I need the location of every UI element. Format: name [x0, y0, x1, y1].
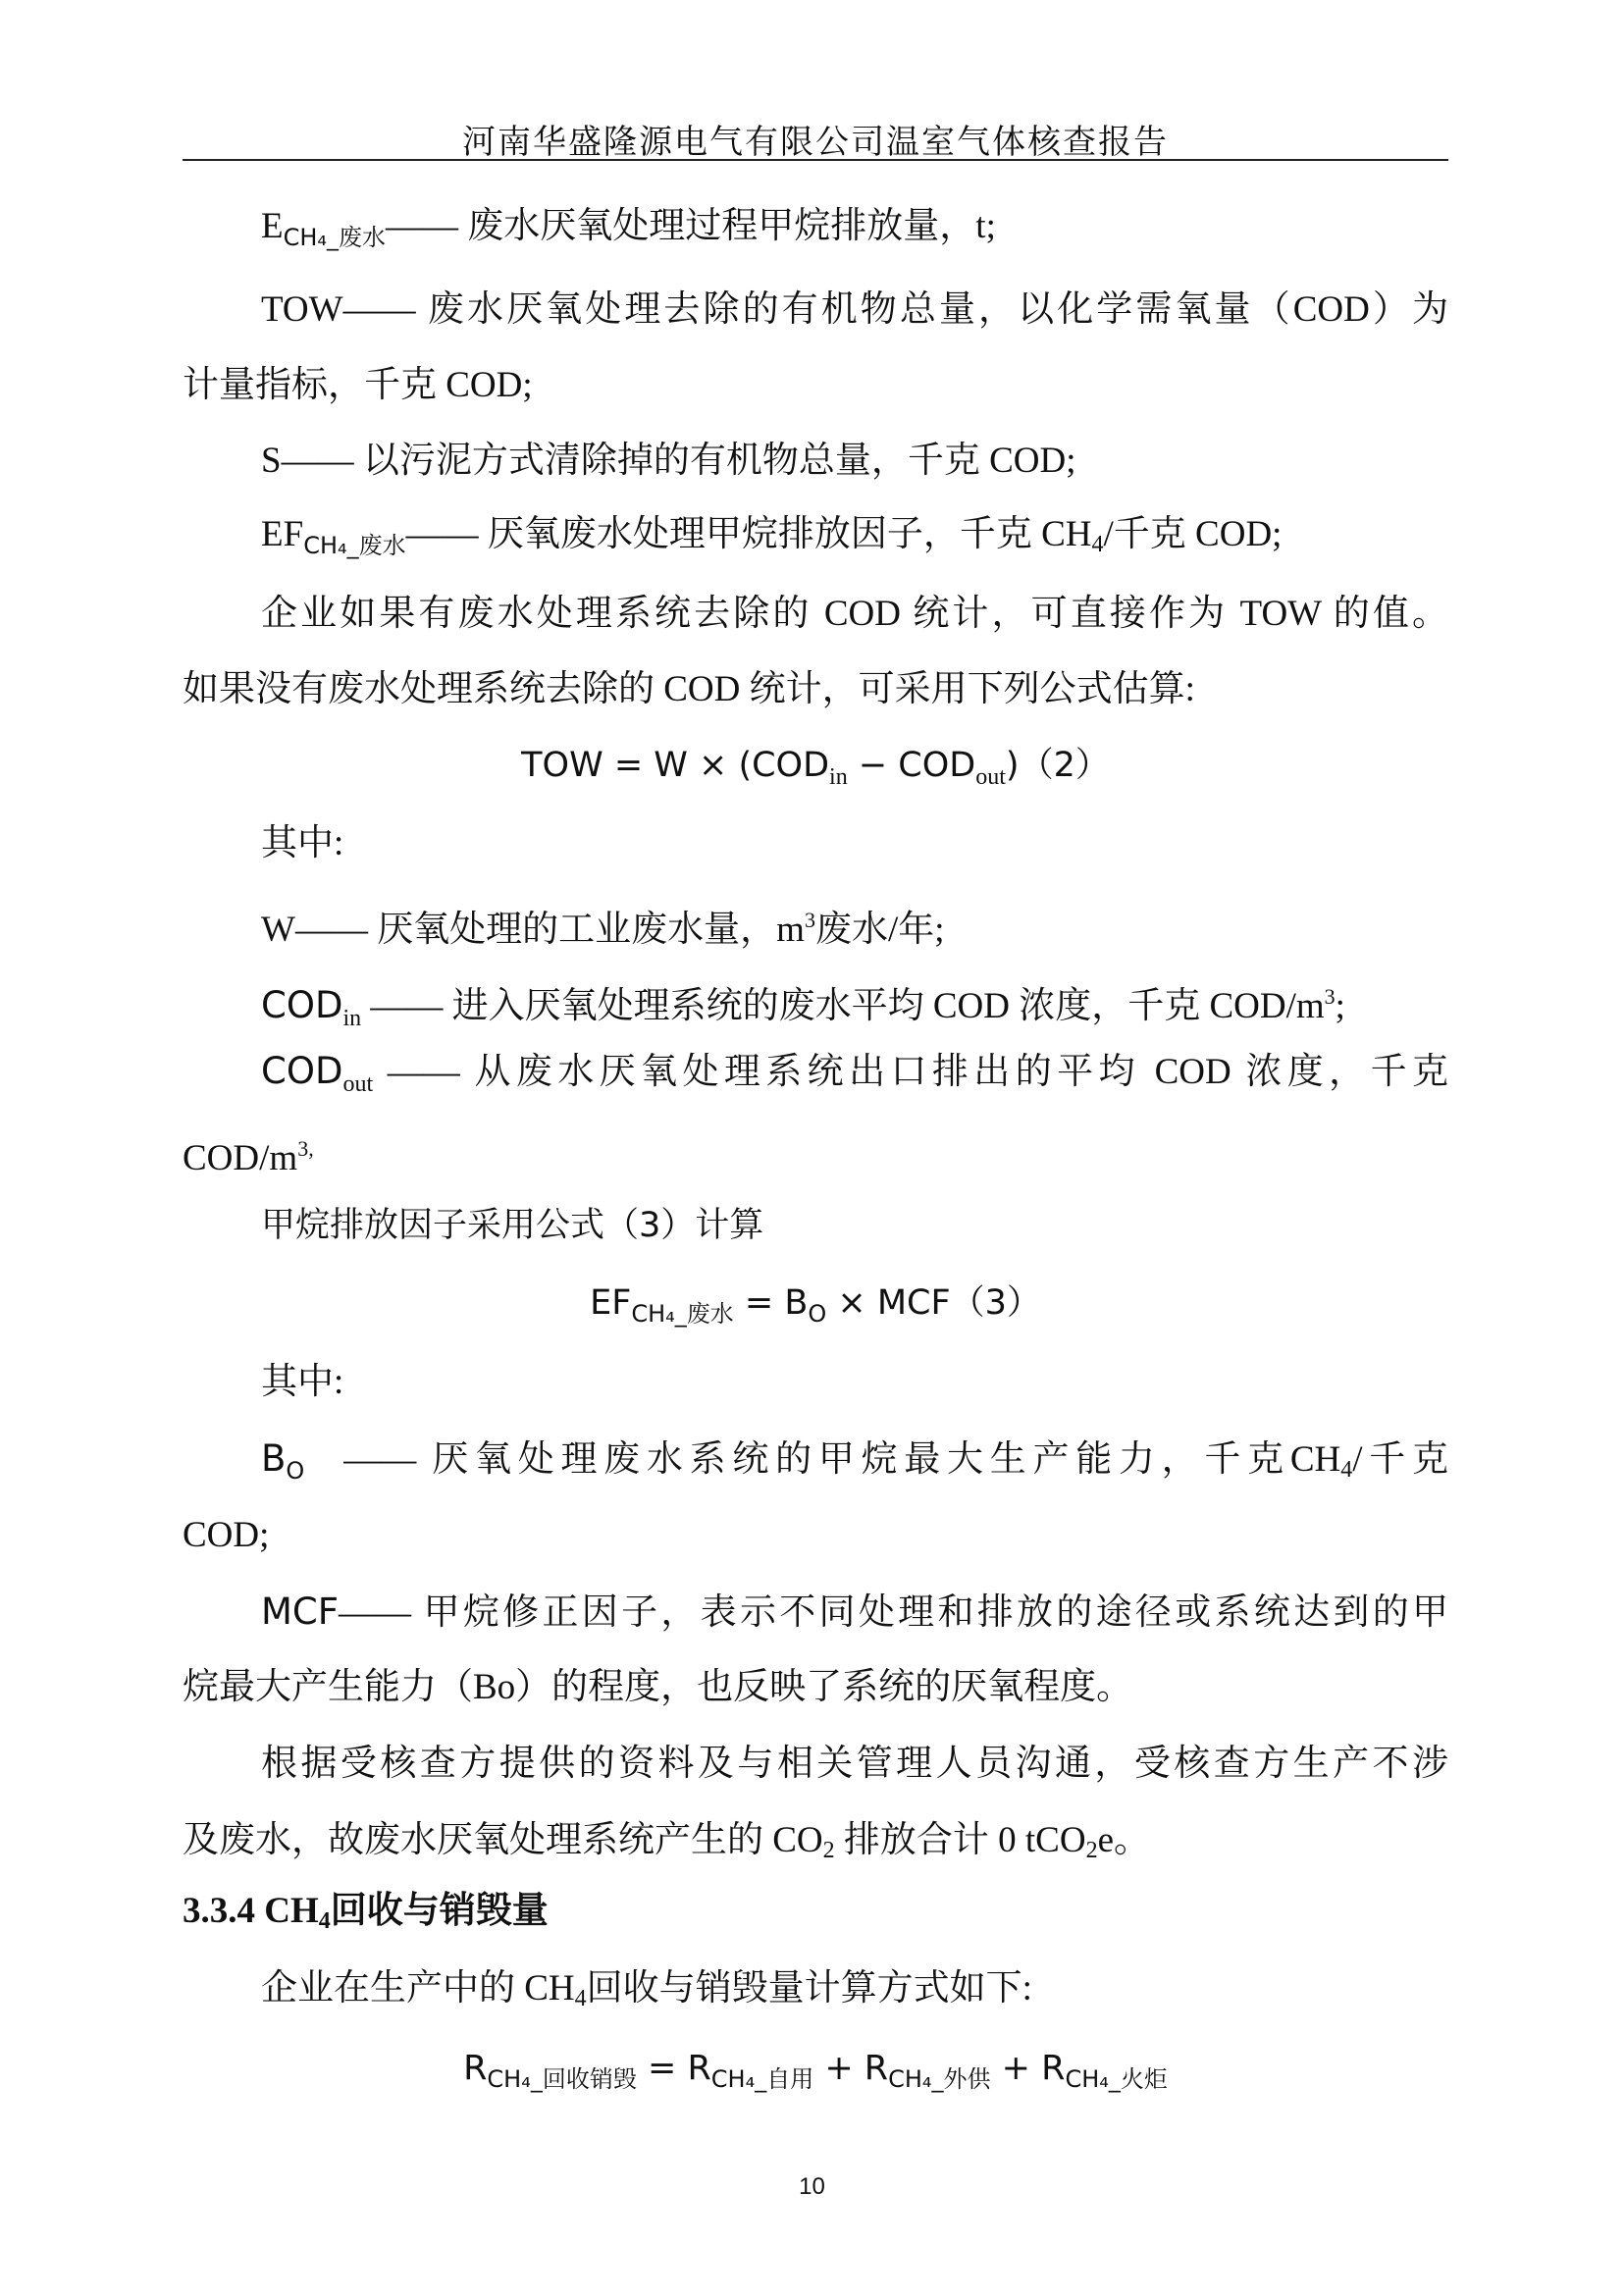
section-number: 3.3.4 [183, 1891, 255, 1931]
definition-text: 厌氧废水处理甲烷排放因子，千克 CH [478, 514, 1092, 554]
formula-close: ) [1005, 746, 1020, 785]
formula-number: （3） [950, 1283, 1041, 1323]
b-subscript: O [808, 1300, 827, 1328]
dash: —— [386, 206, 459, 246]
term-r: R [1041, 2049, 1066, 2088]
section-subscript: 4 [318, 1908, 331, 1934]
symbol: MCF [261, 1591, 340, 1633]
page-number: 10 [799, 2173, 825, 2200]
plus: + [813, 2049, 864, 2088]
superscript: 3 [804, 908, 815, 932]
definition-text-tail: /千克 COD; [1103, 514, 1283, 554]
def-w [183, 883, 1448, 967]
formula-3 [183, 1266, 1448, 1351]
where-label-2: 其中: [261, 1362, 344, 1402]
def-bo-line2: COD; [183, 1515, 270, 1555]
plus: + [990, 2049, 1042, 2088]
conclusion-line1: 根据受核查方提供的资料及与相关管理人员沟通，受核查方生产不涉 [261, 1744, 1448, 1784]
dash: —— [281, 441, 354, 481]
def-bo-line1 [183, 1422, 1448, 1508]
section-symbol: CH [264, 1891, 319, 1931]
term-subscript: CH₄_火炬 [1065, 2065, 1168, 2093]
para-cod-stat-line2: 如果没有废水处理系统去除的 COD 统计，可采用下列公式估算: [183, 669, 1195, 709]
formula-2 [183, 728, 1448, 814]
dash: —— [339, 1592, 412, 1633]
dash: —— [387, 1052, 460, 1092]
definition-text: 废水厌氧处理过程甲烷排放量，t; [458, 206, 996, 246]
symbol: COD [261, 984, 343, 1026]
header-divider [183, 159, 1448, 161]
ch4-subscript: 4 [574, 1986, 587, 2011]
formula-lhs: EF [590, 1283, 632, 1323]
recovery-text-tail: 回收与销毁量计算方式如下: [586, 1968, 1032, 2008]
def-mcf-line2: 烷最大产生能力（Bo）的程度，也反映了系统的厌氧程度。 [183, 1667, 1133, 1707]
report-header-title: 河南华盛隆源电气有限公司温室气体核查报告 [462, 123, 1169, 162]
def-mcf-line1 [183, 1575, 1448, 1650]
def-cod-out-line2 [183, 1112, 1448, 1196]
subscript-in: in [829, 764, 848, 790]
conclusion-text: 及废水，故废水厌氧处理系统产生的 CO [183, 1820, 823, 1860]
formula-4 [183, 2031, 1448, 2116]
definition-text: 从废水厌氧处理系统出口排出的平均 COD 浓度，千克 [459, 1052, 1448, 1092]
co2-subscript: 2 [822, 1838, 835, 1863]
dash: —— [343, 1439, 417, 1480]
term-subscript: CH₄_回收销毁 [487, 2065, 637, 2093]
para-ef-calc: 甲烷排放因子采用公式（3）计算 [261, 1206, 764, 1245]
formula-rest: × MCF [826, 1283, 951, 1323]
term-r: R [687, 2049, 711, 2088]
dash: —— [370, 986, 444, 1026]
term-subscript: CH₄_外供 [888, 2065, 991, 2093]
def-tow-line2: 计量指标，千克 COD; [183, 365, 533, 405]
superscript: 3 [1324, 984, 1336, 1009]
definition-text: 以污泥方式清除掉的有机物总量，千克 COD; [353, 441, 1076, 481]
formula-subscript: CH₄_废水 [631, 1300, 734, 1328]
symbol: EF [261, 514, 304, 554]
section-heading [183, 1874, 1448, 1958]
definition-text: COD/m [183, 1138, 298, 1178]
section-title: 回收与销毁量 [330, 1891, 549, 1931]
co2-subscript: 2 [1085, 1838, 1098, 1863]
conclusion-text: 排放合计 0 tCO [834, 1820, 1086, 1860]
symbol-subscript: out [342, 1071, 374, 1097]
symbol-subscript: O [286, 1457, 305, 1485]
symbol-subscript: CH₄_废水 [303, 532, 406, 559]
conclusion-text: e。 [1097, 1820, 1151, 1860]
subscript-out: out [975, 764, 1006, 790]
def-e-ch4 [183, 189, 1448, 275]
symbol-subscript: CH₄_废水 [283, 224, 387, 251]
term-r: R [864, 2049, 889, 2088]
trailing-mark: , [308, 1136, 314, 1161]
formula-eq: = B [733, 1283, 809, 1323]
dash: —— [294, 910, 368, 950]
symbol-subscript: in [342, 1006, 362, 1031]
definition-text-tail: 废水/年; [814, 910, 945, 950]
formula-eq: = [636, 2049, 688, 2088]
symbol: W [261, 910, 295, 950]
para-cod-stat-line1: 企业如果有废水处理系统去除的 COD 统计，可直接作为 TOW 的值。 [261, 594, 1448, 634]
term-r: R [463, 2049, 488, 2088]
def-cod-out-line1 [183, 1034, 1448, 1121]
term-subscript: CH₄_自用 [710, 2065, 814, 2093]
superscript: 3 [297, 1136, 309, 1161]
formula-mid: − COD [847, 746, 976, 785]
formula-number: （2） [1019, 746, 1110, 785]
def-s [183, 424, 1448, 498]
definition-text: 甲烷修正因子，表示不同处理和排放的途径或系统达到的甲 [411, 1592, 1448, 1633]
recovery-text: 企业在生产中的 CH [261, 1968, 575, 2008]
ch4-subscript: 4 [1091, 532, 1104, 557]
definition-text-tail: /千克 [1352, 1439, 1449, 1480]
def-ef [183, 497, 1448, 583]
definition-text: 废水厌氧处理去除的有机物总量，以化学需氧量（COD）为 [415, 289, 1448, 330]
dash: —— [405, 514, 479, 554]
symbol: B [261, 1437, 287, 1480]
para-recovery [183, 1952, 1448, 2036]
dash: —— [342, 289, 416, 330]
definition-text: 厌氧处理废水系统的甲烷最大生产能力，千克CH [416, 1439, 1341, 1480]
formula-lhs: TOW = W × (COD [521, 746, 830, 785]
symbol: TOW [261, 289, 343, 330]
symbol: S [261, 441, 282, 481]
where-label-1: 其中: [261, 823, 344, 863]
definition-text-tail: ; [1335, 986, 1345, 1026]
def-tow-line1 [183, 273, 1448, 347]
symbol: COD [261, 1050, 343, 1092]
definition-text: 厌氧处理的工业废水量，m [367, 910, 805, 950]
symbol: E [261, 206, 284, 246]
definition-text: 进入厌氧处理系统的废水平均 COD 浓度，千克 COD/m [443, 986, 1325, 1026]
ch4-subscript: 4 [1340, 1457, 1353, 1483]
